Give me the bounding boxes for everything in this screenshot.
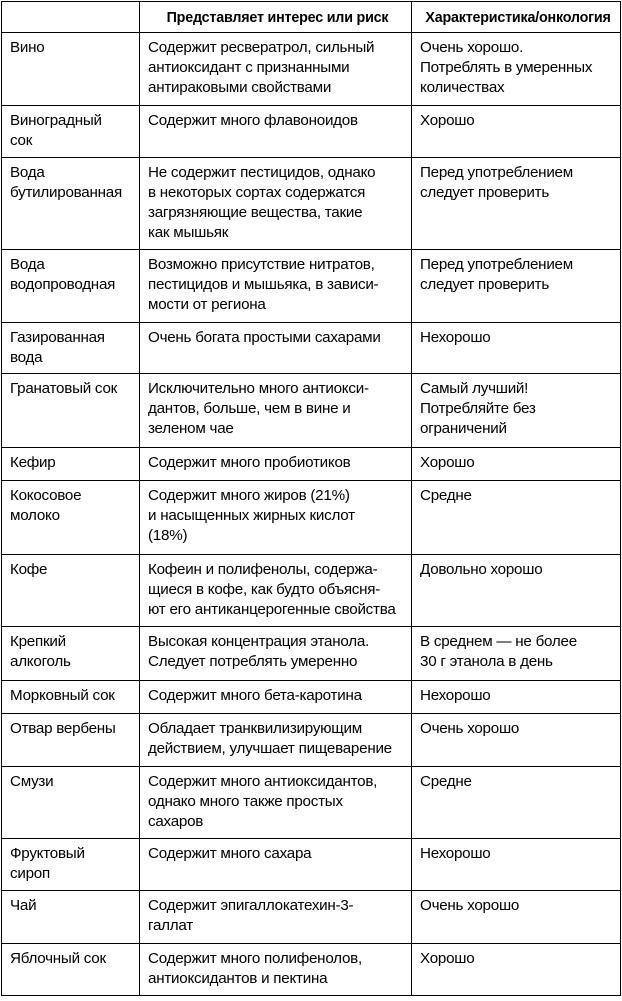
table-row xyxy=(2,106,621,158)
table-row xyxy=(2,627,621,681)
table-row xyxy=(2,448,621,481)
drink-cell: Кокосовое молоко xyxy=(2,481,140,555)
rating-cell: Хорошо xyxy=(412,448,621,481)
rating-cell: Очень хорошо xyxy=(412,714,621,767)
drink-cell: Вода бутилированная xyxy=(2,158,140,250)
rating-cell: Очень хорошо xyxy=(412,891,621,944)
drink-cell: Фруктовый сироп xyxy=(2,839,140,891)
drink-cell: Вода водопроводная xyxy=(2,250,140,323)
rating-cell: Перед употреблением следует проверить xyxy=(412,250,621,323)
table-row xyxy=(2,891,621,944)
table-row xyxy=(2,944,621,996)
note-cell: Возможно присутствие нитратов, пестицидов и мышьяка, в зависи- мости от региона xyxy=(140,250,412,323)
rating-cell: Самый лучший! Потребляйте без ограничений xyxy=(412,374,621,448)
note-cell: Кофеин и полифенолы, содержа- щиеся в кофе, как будто объясня- ют его антиканцерогенные свойства xyxy=(140,555,412,627)
drink-cell: Гранатовый сок xyxy=(2,374,140,448)
header-characteristic: Характеристика/онкология xyxy=(412,2,621,33)
drink-cell: Виноградный сок xyxy=(2,106,140,158)
note-cell: Содержит ресвератрол, сильный антиоксидант с признанными антираковыми свойствами xyxy=(140,33,412,106)
rating-cell: Нехорошо xyxy=(412,681,621,714)
rating-cell: В среднем — не более 30 г этанола в день xyxy=(412,627,621,681)
header-drink xyxy=(2,2,140,33)
note-cell: Содержит много флавоноидов xyxy=(140,106,412,158)
drink-cell: Вино xyxy=(2,33,140,106)
drink-cell: Кефир xyxy=(2,448,140,481)
rating-cell: Средне xyxy=(412,481,621,555)
drink-cell: Газированная вода xyxy=(2,323,140,374)
table-row xyxy=(2,250,621,323)
rating-cell: Хорошо xyxy=(412,106,621,158)
table-row xyxy=(2,33,621,106)
note-cell: Очень богата простыми сахарами xyxy=(140,323,412,374)
drink-cell: Морковный сок xyxy=(2,681,140,714)
note-cell: Содержит много сахара xyxy=(140,839,412,891)
note-cell: Содержит много жиров (21%) и насыщенных жирных кислот (18%) xyxy=(140,481,412,555)
rating-cell: Перед употреблением следует проверить xyxy=(412,158,621,250)
note-cell: Содержит много бета-каротина xyxy=(140,681,412,714)
drink-cell: Кофе xyxy=(2,555,140,627)
drink-cell: Яблочный сок xyxy=(2,944,140,996)
drink-cell: Отвар вербены xyxy=(2,714,140,767)
note-cell: Обладает транквилизирующим действием, улучшает пищеварение xyxy=(140,714,412,767)
rating-cell: Довольно хорошо xyxy=(412,555,621,627)
table-row xyxy=(2,839,621,891)
note-cell: Содержит много антиоксидантов, однако много также простых сахаров xyxy=(140,767,412,839)
drinks-table xyxy=(1,1,621,996)
rating-cell: Нехорошо xyxy=(412,323,621,374)
note-cell: Содержит много пробиотиков xyxy=(140,448,412,481)
table-row xyxy=(2,555,621,627)
table-row xyxy=(2,323,621,374)
note-cell: Исключительно много антиокси- дантов, больше, чем в вине и зеленом чае xyxy=(140,374,412,448)
drink-cell: Чай xyxy=(2,891,140,944)
rating-cell: Нехорошо xyxy=(412,839,621,891)
table-row xyxy=(2,374,621,448)
note-cell: Не содержит пестицидов, однако в некоторых сортах содержатся загрязняющие вещества, такие как мышьяк xyxy=(140,158,412,250)
table-row xyxy=(2,681,621,714)
note-cell: Содержит много полифенолов, антиоксидантов и пектина xyxy=(140,944,412,996)
table-row xyxy=(2,767,621,839)
drink-cell: Крепкий алкоголь xyxy=(2,627,140,681)
table-row xyxy=(2,714,621,767)
rating-cell: Средне xyxy=(412,767,621,839)
note-cell: Содержит эпигаллокатехин-3- галлат xyxy=(140,891,412,944)
note-cell: Высокая концентрация этанола. Следует потреблять умеренно xyxy=(140,627,412,681)
drink-cell: Смузи xyxy=(2,767,140,839)
header-interest-risk: Представляет интерес или риск xyxy=(140,2,412,33)
rating-cell: Хорошо xyxy=(412,944,621,996)
header-row xyxy=(2,2,621,33)
table-row xyxy=(2,481,621,555)
table-row xyxy=(2,158,621,250)
rating-cell: Очень хорошо. Потреблять в умеренных количествах xyxy=(412,33,621,106)
